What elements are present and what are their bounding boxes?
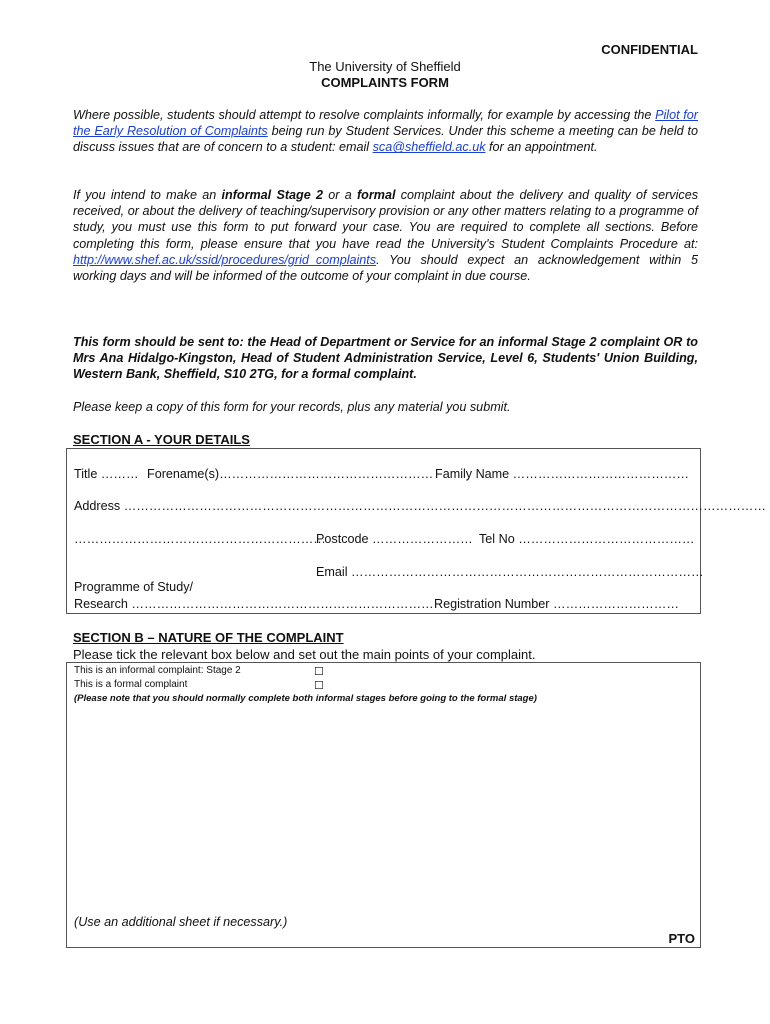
formal-option-label: This is a formal complaint xyxy=(74,679,188,690)
address-field[interactable]: Address ……………………………………………………………………………………………………………………………………… xyxy=(74,499,766,513)
informal-checkbox[interactable]: ☐ xyxy=(314,666,324,678)
formal-emphasis: formal xyxy=(356,188,396,202)
informal-emphasis: informal Stage 2 xyxy=(221,188,323,202)
intro-text: for an appointment. xyxy=(485,140,598,155)
form-title: COMPLAINTS FORM xyxy=(321,75,449,90)
programme-field[interactable]: Research ……………………………………………………………… xyxy=(74,597,434,611)
formal-checkbox[interactable]: ☐ xyxy=(314,680,324,692)
additional-sheet-note: (Use an additional sheet if necessary.) xyxy=(74,915,288,929)
intro-text: . You should expect an acknowledgement within 5 working days and will be informed of the outcome of your complaint in due course. xyxy=(73,252,698,284)
formal-option xyxy=(74,679,324,692)
section-b-heading: SECTION B – NATURE OF THE COMPLAINT xyxy=(73,630,344,645)
intro-text: Where possible, students should attempt to resolve complaints informally, for example by accessing the xyxy=(73,108,656,122)
section-b-instructions: Please tick the relevant box below and set out the main points of your complaint. xyxy=(73,647,536,662)
send-to-paragraph: This form should be sent to: the Head of Department or Service for an informal Stage 2 complaint OR to Mrs Ana Hidalgo-Kingston, Head of Student Administration Service, Level 6, Students' Union Building, Western Bank, Sheffield, S10 2TG, for a formal complaint. xyxy=(73,335,698,382)
intro-paragraph-2 xyxy=(73,187,698,284)
university-name: The University of Sheffield xyxy=(309,59,461,74)
pto-label: PTO xyxy=(668,931,695,946)
section-a-box xyxy=(66,448,766,614)
email-link[interactable]: sca@sheffield.ac.uk xyxy=(372,140,486,155)
section-b-box[interactable] xyxy=(66,662,701,948)
keep-copy-paragraph: Please keep a copy of this form for your records, plus any material you submit. xyxy=(73,400,511,414)
procedure-link[interactable]: http://www.shef.ac.uk/ssid/procedures/grid_complaints xyxy=(73,252,377,267)
stages-note: (Please note that you should normally complete both informal stages before going to the formal stage) xyxy=(74,693,537,704)
address-line2-field[interactable]: …………………………………………………… xyxy=(74,532,326,546)
postcode-field[interactable]: Postcode …………………… xyxy=(316,532,473,546)
family-name-field[interactable]: Family Name …………………………………… xyxy=(435,467,689,481)
title-field[interactable]: Title ……… xyxy=(74,467,139,481)
intro-text: being run by Student Services. Under this scheme a meeting can be held to discuss issues that are of concern to a student: email xyxy=(73,124,699,155)
intro-text: If you intend to make an xyxy=(73,188,222,202)
forenames-field[interactable]: Forename(s)…………………………………………… xyxy=(147,467,434,481)
email-field[interactable]: Email ………………………………………………………………………… xyxy=(316,565,704,579)
intro-paragraph-1 xyxy=(73,107,698,156)
informal-option xyxy=(74,665,324,678)
registration-field[interactable]: Registration Number ………………………… xyxy=(434,597,679,611)
tel-field[interactable]: Tel No …………………………………… xyxy=(479,532,695,546)
informal-option-label: This is an informal complaint: Stage 2 xyxy=(74,665,241,676)
programme-label: Programme of Study/ xyxy=(74,580,193,594)
confidential-label: CONFIDENTIAL xyxy=(601,42,698,57)
pilot-link[interactable]: Pilot for the Early Resolution of Complaints xyxy=(73,108,698,139)
intro-text: or a xyxy=(323,188,357,202)
intro-text: complaint about the delivery and quality of services received, or about the delivery of teaching/supervisory provision or any other matters relating to a programme of study, you must use this form to put forward your case. You are required to complete all sections. Before completing this form, please ensure that you have read the University's Student Complaints Procedure at: xyxy=(73,188,698,251)
section-a-heading: SECTION A - YOUR DETAILS xyxy=(73,432,250,447)
